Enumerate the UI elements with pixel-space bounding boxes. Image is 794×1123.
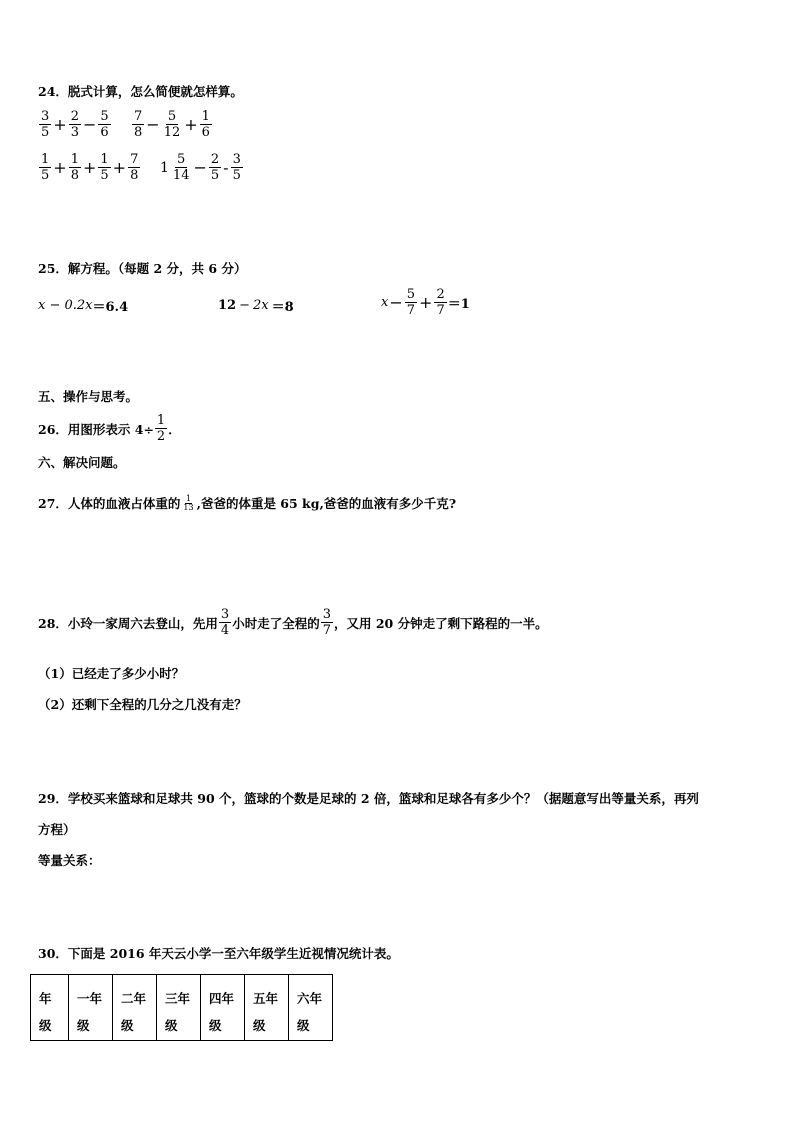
fraction: $\frac{1}{5}$ — [41, 152, 50, 183]
fraction: $\frac{1}{6}$ — [201, 109, 210, 140]
fraction: $\frac{7}{8}$ — [134, 109, 143, 140]
fraction: $\frac{3}{7}$ — [322, 607, 331, 638]
fraction: $\frac{5}{12}$ — [163, 109, 181, 140]
fraction: $\frac{5}{6}$ — [100, 109, 109, 140]
fraction: $\frac{2}{5}$ — [210, 152, 220, 183]
section-heading-6: 六、解决问题。 — [38, 455, 126, 470]
fraction: $\frac{5}{7}$ — [406, 287, 416, 318]
fraction: $\frac{1}{8}$ — [70, 152, 79, 183]
q30-title: 30．下面是 2016 年天云小学一至六年级学生近视情况统计表。 — [38, 946, 399, 961]
q24-expression-4: 1 $\frac{5}{14}$ − $\frac{2}{5}$ - $\frac{3}{5}$ — [160, 152, 241, 183]
fraction: $\frac{3}{5}$ — [41, 109, 50, 140]
q24-expression-2: $\frac{7}{8}$ − $\frac{5}{12}$ + $\frac{1}{6}$ — [134, 109, 210, 140]
table-header-cell: 三年级 — [157, 975, 201, 1041]
q29-line-3: 等量关系： — [38, 853, 101, 868]
q25-equation-3: x − $\frac{5}{7}$ + $\frac{2}{7}$ ＝1 — [381, 287, 470, 318]
section-heading-5: 五、操作与思考。 — [38, 389, 139, 404]
q26-question: 26．用图形表示 4÷ $\frac{1}{2}$ ． — [38, 413, 181, 444]
table-header-cell: 二年级 — [113, 975, 157, 1041]
table-header-cell: 四年级 — [201, 975, 245, 1041]
q24-title: 24．脱式计算，怎么简便就怎样算。 — [38, 84, 243, 99]
q25-title: 25．解方程。（每题 2 分，共 6 分） — [38, 261, 247, 276]
fraction: $\frac{2}{7}$ — [436, 287, 445, 318]
fraction: $\frac{1}{2}$ — [156, 413, 166, 444]
q28-subquestion-2: （2）还剩下全程的几分之几没有走？ — [38, 697, 247, 712]
fraction: $\frac{7}{8}$ — [130, 152, 139, 183]
q24-expression-3: $\frac{1}{5}$ + $\frac{1}{8}$ + $\frac{1}{5}$ + $\frac{7}{8}$ — [41, 152, 139, 183]
fraction: $\frac{1}{5}$ — [100, 152, 109, 183]
table-header-cell: 一年级 — [69, 975, 113, 1041]
q25-equation-2: 12 − 2x ＝8 — [218, 298, 294, 315]
fraction: $\frac{3}{5}$ — [232, 152, 241, 183]
q29-line-1: 29．学校买来篮球和足球共 90 个，篮球的个数是足球的 2 倍，篮球和足球各有多少个？（据题意写出等量关系，再列 — [38, 791, 699, 806]
table-header-cell: 五年级 — [245, 975, 289, 1041]
q29-line-2: 方程） — [38, 822, 76, 837]
q28-subquestion-1: （1）已经走了多少小时？ — [38, 666, 185, 681]
fraction: $\frac{5}{14}$ — [172, 152, 190, 183]
fraction: $\frac{3}{4}$ — [220, 607, 230, 638]
table-header-row — [31, 975, 333, 1041]
q27-question: 27．人体的血液占体重的 $\frac{1}{13}$ ,爸爸的体重是 65 kg,爸爸的血液有多少千克? — [38, 493, 457, 512]
fraction: $\frac{1}{13}$ — [183, 493, 194, 512]
table-header-cell: 年级 — [31, 975, 69, 1041]
q24-expression-1: $\frac{3}{5}$ + $\frac{2}{3}$ − $\frac{5}{6}$ — [41, 109, 109, 140]
table-header-cell: 六年级 — [289, 975, 333, 1041]
fraction: $\frac{2}{3}$ — [70, 109, 79, 140]
myopia-statistics-table — [30, 974, 333, 1041]
q28-question: 28．小玲一家周六去登山，先用 $\frac{3}{4}$ 小时走了全程的 $\frac{3}{7}$ ，又用 20 分钟走了剩下路程的一半。 — [38, 607, 548, 638]
q25-equation-1: x − 0.2x ＝6.4 — [38, 298, 129, 315]
